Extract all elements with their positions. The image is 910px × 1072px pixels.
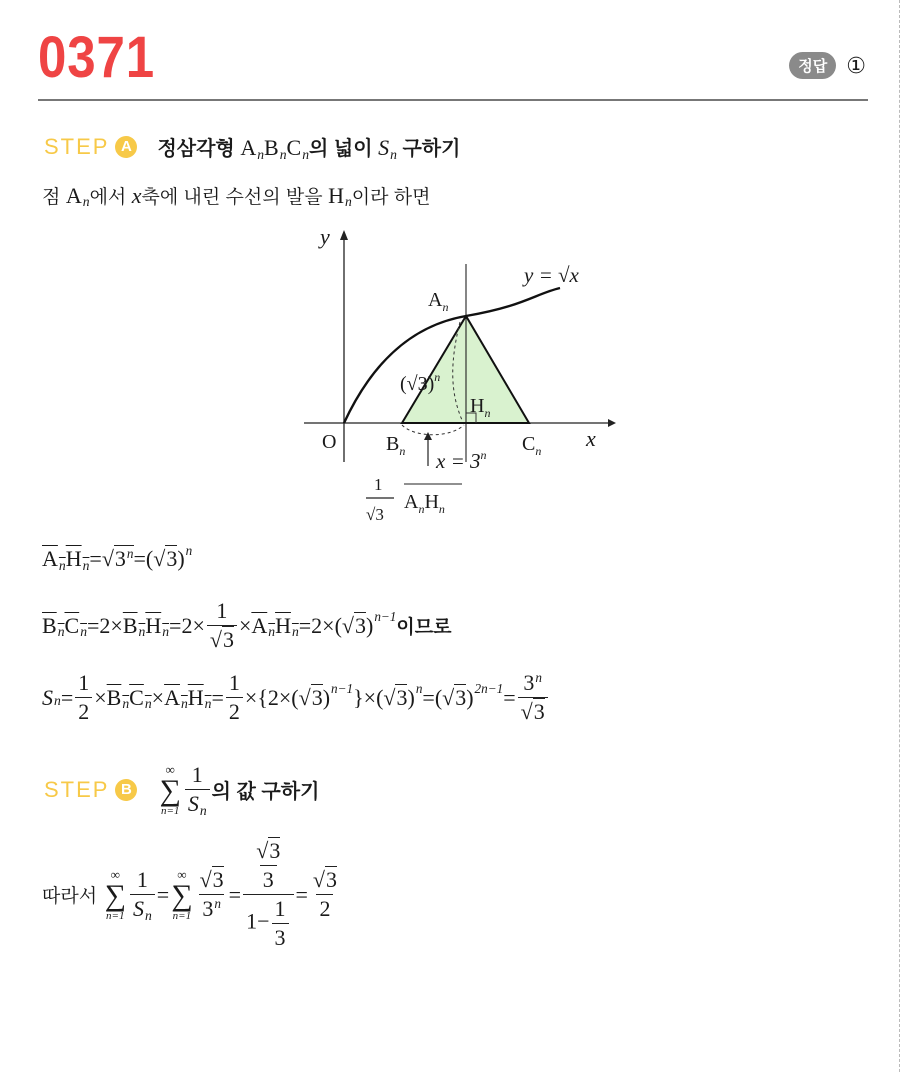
ratio-denominator: √3 — [366, 505, 384, 524]
page-edge-dashed-line — [899, 0, 900, 1072]
step-a-word: STEP — [44, 133, 110, 159]
step-b-heading — [44, 762, 319, 817]
eq2-suffix: 이므로 — [396, 617, 452, 638]
intro-prefix: 점 — [42, 187, 61, 208]
intro-mid2: 축에 내린 수선의 발을 — [141, 187, 323, 208]
half-base-pointer-head — [424, 432, 432, 440]
point-b-label: $B_n$ — [386, 433, 406, 458]
ratio-numerator: 1 — [374, 475, 383, 494]
step-a-title-mid: 의 넓이 — [309, 138, 373, 160]
answer-box — [789, 52, 866, 79]
step-a-title — [157, 132, 460, 161]
x-axis-label: x — [586, 426, 596, 451]
height-label: $(√3)^n$ — [400, 370, 441, 395]
answer-badge: 정답 — [789, 52, 836, 79]
intro-sentence — [42, 182, 430, 209]
final-prefix: 따라서 — [42, 886, 98, 907]
step-b-letter: B — [115, 779, 137, 801]
header-divider — [38, 99, 868, 101]
equation-2: BnCn =2× BnHn =2× $\frac{1}{√3}$ × AnHn =2×( √3 ) n−1 이므로 — [42, 598, 452, 652]
final-result-num: 3 — [326, 867, 337, 892]
eq1-rhs1: 3 — [114, 546, 126, 571]
point-a-label: $A_n$ — [428, 289, 449, 314]
problem-number: 0371 — [38, 25, 156, 90]
step-b-title: ∞ ∑ n=1 $\frac{1}{Sn}$ 의 값 구하기 — [159, 761, 320, 818]
intro-mid1: 에서 — [89, 187, 127, 208]
final-result-den: 2 — [316, 894, 333, 922]
y-axis-arrow — [340, 230, 348, 240]
step-b-title-text: 의 값 구하기 — [211, 781, 320, 803]
half-base-brace — [402, 425, 464, 435]
step-a-title-prefix: 정삼각형 — [157, 138, 235, 160]
equation-3: S n = $\frac{1}{2}$ × BnCn × AnHn = $\frac{1}{2}$ ×{2×( √3 ) n−1 }×( √3 ) n =( √3 ) 2n−1 = $\frac{3^n}{√3}$ — [42, 670, 550, 725]
intro-foot: Hn — [328, 182, 352, 210]
ratio-segment: $A_nH_n$ — [404, 491, 445, 516]
point-c-label: $C_n$ — [522, 433, 542, 458]
origin-label: O — [322, 431, 337, 453]
curve-label: y = √x — [524, 263, 579, 287]
eq3-result-num: 3 — [523, 670, 535, 695]
intro-axis: x — [131, 182, 142, 208]
step-a-area: Sn — [378, 135, 397, 162]
step-a-triangle: AnBnCn — [240, 135, 310, 162]
step-a-heading — [44, 132, 460, 161]
step-b-word: STEP — [44, 776, 110, 802]
y-axis-label: y — [320, 224, 330, 249]
eq1-rhs2: 3 — [166, 546, 178, 571]
answer-value: ① — [846, 52, 866, 78]
point-h-label: $H_n$ — [470, 395, 491, 420]
step-a-title-suffix: 구하기 — [402, 138, 461, 160]
intro-point: An — [65, 182, 90, 210]
x-axis-arrow — [608, 419, 616, 427]
graph-figure — [290, 222, 630, 542]
step-a-letter: A — [115, 136, 137, 158]
intro-suffix: 이라 하면 — [351, 187, 431, 208]
eq3-result-den: 3 — [533, 699, 545, 724]
equation-1: AnHn = √3$^n$ =( √3 ) n — [42, 542, 193, 573]
x-eq-label: $x = 3^n$ — [436, 448, 487, 473]
final-equation: 따라서 ∞ ∑ n=1 $\frac{1}{Sn}$ = ∞ ∑ n=1 $\frac{√3}{3^n}$ = $\frac{√3}{3}$ 1− $\frac{1}{3}$ = $\frac{√3}{2}$ — [42, 838, 337, 950]
